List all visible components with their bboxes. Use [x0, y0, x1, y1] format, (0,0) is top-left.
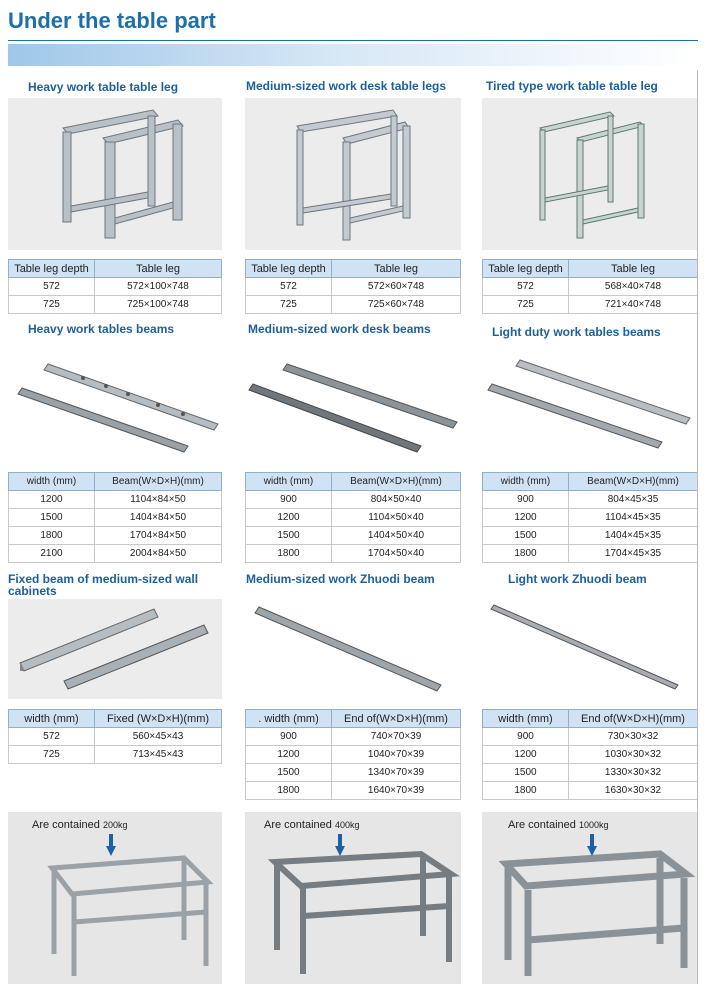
cell: 560×45×43 — [95, 728, 222, 746]
page-title: Under the table part — [8, 8, 216, 33]
load-arrow-icon — [106, 834, 116, 856]
load-label-1000 — [508, 819, 608, 831]
title-divider — [8, 40, 698, 41]
load-arrow-icon — [335, 834, 345, 856]
cell: 1704×84×50 — [95, 527, 222, 545]
column-header: Table leg depth — [246, 260, 332, 278]
load-value: 400kg — [334, 820, 360, 830]
cell: 572 — [483, 278, 569, 296]
cell: 1630×30×32 — [569, 782, 698, 800]
load-value: 1000kg — [578, 820, 609, 830]
column-header: End of(W×D×H)(mm) — [332, 710, 461, 728]
column-header: Beam(W×D×H)(mm) — [95, 473, 222, 491]
cell: 1404×45×35 — [569, 527, 698, 545]
frame-400kg-image — [245, 812, 461, 984]
load-value: 200kg — [102, 820, 128, 830]
column-header: width (mm) — [483, 473, 569, 491]
cell: 1200 — [483, 746, 569, 764]
cell: 1704×50×40 — [332, 545, 461, 563]
load-label-400 — [264, 819, 359, 831]
cell: 1500 — [483, 764, 569, 782]
cell: 1104×84×50 — [95, 491, 222, 509]
medium-beam-image — [245, 344, 461, 466]
column-header: Table leg — [95, 260, 222, 278]
cell: 2100 — [9, 545, 95, 563]
cell: 725 — [483, 296, 569, 314]
heavy-leg-drawing — [8, 98, 222, 250]
cell: 1800 — [483, 782, 569, 800]
column-header: Table leg depth — [483, 260, 569, 278]
light-beam-image — [482, 344, 698, 466]
table-row — [483, 764, 698, 782]
light-zhuodi-table — [482, 709, 698, 800]
column-header: Table leg — [569, 260, 698, 278]
table-row — [483, 545, 698, 563]
medium-beam-table — [245, 472, 461, 563]
load-caption: Are contained — [264, 819, 332, 831]
table-row — [246, 746, 461, 764]
wall-cabinet-beam-image — [8, 599, 222, 699]
load-caption: Are contained — [508, 819, 576, 831]
heavy-beam-image — [8, 344, 222, 466]
medium-zhuodi-table — [245, 709, 461, 800]
cell: 1200 — [9, 491, 95, 509]
cell: 1800 — [9, 527, 95, 545]
cell: 1640×70×39 — [332, 782, 461, 800]
product-title-medium-beam: Medium-sized work desk beams — [248, 322, 431, 336]
medium-leg-table — [245, 259, 461, 314]
cell: 568×40×748 — [569, 278, 698, 296]
medium-zhuodi-drawing — [245, 599, 461, 699]
cell: 721×40×748 — [569, 296, 698, 314]
cell: 1340×70×39 — [332, 764, 461, 782]
medium-beam-drawing — [245, 344, 461, 466]
cell: 1500 — [246, 764, 332, 782]
column-header: width (mm) — [9, 710, 95, 728]
cell: 1200 — [246, 509, 332, 527]
light-zhuodi-image — [482, 599, 698, 699]
cell: 900 — [483, 491, 569, 509]
table-row — [483, 278, 698, 296]
cell: 725×100×748 — [95, 296, 222, 314]
table-row — [246, 782, 461, 800]
cell: 1500 — [246, 527, 332, 545]
table-row — [246, 527, 461, 545]
column-header: Beam(W×D×H)(mm) — [569, 473, 698, 491]
table-row — [483, 296, 698, 314]
table-row — [9, 545, 222, 563]
cell: 725 — [246, 296, 332, 314]
cell: 900 — [483, 728, 569, 746]
cell: 2004×84×50 — [95, 545, 222, 563]
table-row — [246, 296, 461, 314]
column-header: Beam(W×D×H)(mm) — [332, 473, 461, 491]
column-header: Table leg depth — [9, 260, 95, 278]
table-row — [483, 746, 698, 764]
cell: 572 — [246, 278, 332, 296]
product-title-light-zhuodi: Light work Zhuodi beam — [508, 572, 647, 586]
medium-leg-image — [245, 98, 461, 250]
cell: 1030×30×32 — [569, 746, 698, 764]
cell: 804×50×40 — [332, 491, 461, 509]
tired-leg-image — [482, 98, 698, 250]
table-row — [9, 491, 222, 509]
load-label-200 — [32, 819, 127, 831]
tired-leg-drawing — [482, 98, 698, 250]
table-row — [9, 746, 222, 764]
product-title-tired-leg: Tired type work table table leg — [486, 79, 658, 93]
cell: 1200 — [246, 746, 332, 764]
light-beam-drawing — [482, 344, 698, 466]
cell: 1704×45×35 — [569, 545, 698, 563]
heavy-leg-image — [8, 98, 222, 250]
heavy-beam-drawing — [8, 344, 222, 466]
heavy-leg-table — [8, 259, 222, 314]
cell: 1404×50×40 — [332, 527, 461, 545]
cell: 725 — [9, 746, 95, 764]
cell: 572×60×748 — [332, 278, 461, 296]
cell: 804×45×35 — [569, 491, 698, 509]
cell: 730×30×32 — [569, 728, 698, 746]
column-header: width (mm) — [483, 710, 569, 728]
table-row — [483, 728, 698, 746]
wall-cabinet-beam-drawing — [8, 599, 222, 699]
medium-zhuodi-image — [245, 599, 461, 699]
cell: 572 — [9, 728, 95, 746]
cell: 1104×45×35 — [569, 509, 698, 527]
cell: 572 — [9, 278, 95, 296]
cell: 740×70×39 — [332, 728, 461, 746]
column-header: Table leg — [332, 260, 461, 278]
table-row — [246, 545, 461, 563]
table-row — [246, 509, 461, 527]
table-row — [246, 491, 461, 509]
header-banner — [8, 44, 698, 66]
table-row — [9, 296, 222, 314]
table-row — [9, 728, 222, 746]
product-title-medium-leg: Medium-sized work desk table legs — [246, 79, 447, 93]
table-row — [483, 527, 698, 545]
cell: 713×45×43 — [95, 746, 222, 764]
cell: 1500 — [483, 527, 569, 545]
product-title-light-beam: Light duty work tables beams — [492, 325, 661, 339]
cell: 1500 — [9, 509, 95, 527]
column-header: Fixed (W×D×H)(mm) — [95, 710, 222, 728]
light-beam-table — [482, 472, 698, 563]
load-caption: Are contained — [32, 819, 100, 831]
table-row — [9, 509, 222, 527]
cell: 1800 — [246, 782, 332, 800]
product-title-heavy-beam: Heavy work tables beams — [28, 322, 175, 336]
table-row — [246, 764, 461, 782]
light-zhuodi-drawing — [482, 599, 698, 699]
cell: 725 — [9, 296, 95, 314]
table-row — [9, 527, 222, 545]
tired-leg-table — [482, 259, 698, 314]
cell: 1330×30×32 — [569, 764, 698, 782]
product-title-heavy-leg: Heavy work table table leg — [28, 80, 179, 94]
table-row — [9, 278, 222, 296]
right-border — [697, 70, 698, 984]
column-header: . width (mm) — [246, 710, 332, 728]
product-title-medium-zhuodi: Medium-sized work Zhuodi beam — [246, 572, 435, 586]
table-row — [483, 491, 698, 509]
table-row — [246, 278, 461, 296]
cell: 1104×50×40 — [332, 509, 461, 527]
wall-cabinet-beam-table — [8, 709, 222, 764]
column-header: width (mm) — [246, 473, 332, 491]
cell: 1800 — [483, 545, 569, 563]
medium-leg-drawing — [245, 98, 461, 250]
table-row — [246, 728, 461, 746]
table-row — [483, 509, 698, 527]
cell: 1200 — [483, 509, 569, 527]
product-title-wall-cabinet-beam: Fixed beam of medium-sized wall cabinets — [8, 572, 199, 598]
cell: 1404×84×50 — [95, 509, 222, 527]
cell: 725×60×748 — [332, 296, 461, 314]
cell: 1040×70×39 — [332, 746, 461, 764]
table-row — [483, 782, 698, 800]
cell: 900 — [246, 491, 332, 509]
column-header: width (mm) — [9, 473, 95, 491]
cell: 572×100×748 — [95, 278, 222, 296]
column-header: End of(W×D×H)(mm) — [569, 710, 698, 728]
load-arrow-icon — [587, 834, 597, 856]
heavy-beam-table — [8, 472, 222, 563]
cell: 1800 — [246, 545, 332, 563]
frame-400kg-drawing — [245, 812, 461, 984]
cell: 900 — [246, 728, 332, 746]
